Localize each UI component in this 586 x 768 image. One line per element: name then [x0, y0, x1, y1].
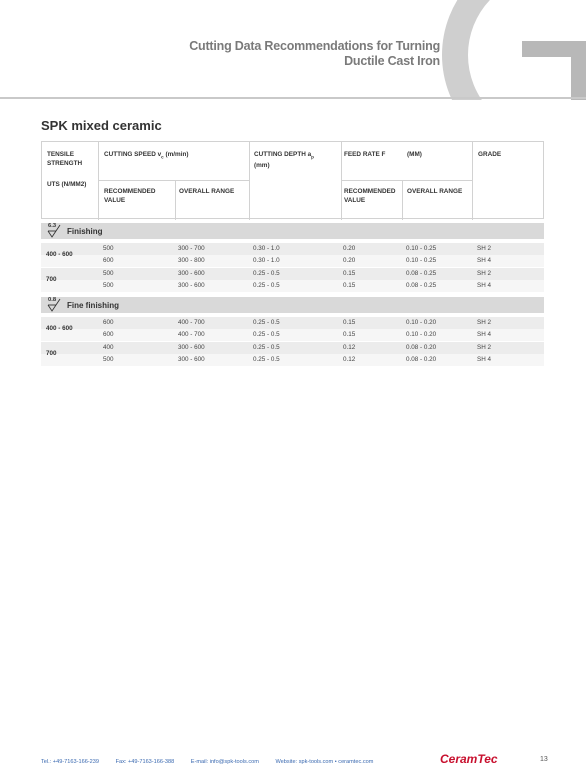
table-header [41, 141, 544, 219]
table-cell: SH 4 [477, 282, 491, 289]
section-band [41, 297, 544, 313]
table-cell: 500 [103, 245, 114, 252]
table-cell: 0.15 [343, 270, 356, 277]
table-cell: 0.10 - 0.25 [406, 257, 437, 264]
table-cell: 500 [103, 270, 114, 277]
section-label: Finishing [67, 226, 103, 236]
table-cell: 0.25 - 0.5 [253, 356, 280, 363]
section-band [41, 223, 544, 239]
table-cell: SH 4 [477, 257, 491, 264]
header-feed-recommended-value: RECOMMENDED VALUE [344, 188, 396, 204]
uts-value: 700 [46, 276, 57, 283]
table-cell: 300 - 600 [178, 344, 205, 351]
footer-email[interactable]: E-mail: info@spk-tools.com [190, 759, 259, 765]
table-row [41, 280, 544, 292]
header-feed-overall-range: OVERALL RANGE [407, 188, 463, 195]
table-cell: SH 2 [477, 245, 491, 252]
cutting-data-table [41, 141, 544, 367]
table-cell: SH 2 [477, 319, 491, 326]
table-cell: 400 - 700 [178, 331, 205, 338]
table-cell: 0.08 - 0.25 [406, 270, 437, 277]
page-title-line-2: Ductile Cast Iron [344, 54, 440, 68]
table-cell: 0.08 - 0.20 [406, 356, 437, 363]
surface-finish-icon [47, 224, 61, 238]
header-recommended-value: RECOMMENDED VALUE [104, 188, 156, 204]
surface-finish-value: 6.3 [48, 223, 57, 229]
table-cell: SH 4 [477, 331, 491, 338]
page-title [189, 39, 440, 69]
header-uts: UTS (N/MM2) [47, 181, 87, 188]
header-feed-rate: FEED RATE F [344, 151, 386, 158]
table-cell: 0.30 - 1.0 [253, 257, 280, 264]
table-row [41, 342, 544, 354]
uts-group [41, 342, 544, 367]
section-label: Fine finishing [67, 300, 119, 310]
table-row [41, 354, 544, 366]
table-cell: 300 - 600 [178, 356, 205, 363]
table-cell: 500 [103, 356, 114, 363]
table-cell: 0.08 - 0.25 [406, 282, 437, 289]
table-row [41, 268, 544, 280]
table-cell: SH 2 [477, 344, 491, 351]
header-feed-unit: (MM) [407, 151, 422, 158]
uts-value: 400 - 600 [46, 325, 73, 332]
table-cell: 500 [103, 282, 114, 289]
uts-value: 400 - 600 [46, 251, 73, 258]
table-cell: SH 2 [477, 270, 491, 277]
table-row [41, 255, 544, 267]
table-cell: 600 [103, 257, 114, 264]
table-body [41, 223, 544, 367]
uts-group [41, 317, 544, 342]
table-cell: 600 [103, 331, 114, 338]
table-cell: 0.10 - 0.25 [406, 245, 437, 252]
surface-finish-icon [47, 298, 61, 312]
table-cell: 0.25 - 0.5 [253, 344, 280, 351]
table-cell: 0.30 - 1.0 [253, 245, 280, 252]
table-cell: 0.10 - 0.20 [406, 319, 437, 326]
table-cell: 300 - 800 [178, 257, 205, 264]
header-cutting-depth: CUTTING DEPTH $a_p$ (mm) [254, 151, 314, 170]
table-cell: 300 - 700 [178, 245, 205, 252]
table-cell: 0.20 [343, 257, 356, 264]
table-cell: 0.20 [343, 245, 356, 252]
table-row [41, 317, 544, 329]
table-cell: 0.15 [343, 331, 356, 338]
header-grade: GRADE [478, 151, 502, 158]
footer-contacts [41, 759, 388, 765]
footer-fax: Fax: +49-7163-166-388 [115, 759, 175, 765]
surface-finish-value: 0.8 [48, 297, 57, 303]
header-divider [0, 97, 586, 99]
table-cell: 0.15 [343, 282, 356, 289]
section-rows [41, 243, 544, 293]
header-cutting-speed: CUTTING SPEED $v_c$ (m/min) [104, 151, 189, 160]
table-cell: 300 - 600 [178, 270, 205, 277]
table-row [41, 243, 544, 255]
table-cell: 600 [103, 319, 114, 326]
table-cell: SH 4 [477, 356, 491, 363]
table-row [41, 329, 544, 341]
header-tensile-strength: TENSILE STRENGTH [47, 151, 83, 167]
table-cell: 300 - 600 [178, 282, 205, 289]
ceramtec-logo: CeramTec [440, 752, 498, 766]
page-title-line-1: Cutting Data Recommendations for Turning [189, 39, 440, 53]
section-title: SPK mixed ceramic [41, 118, 162, 133]
header-logo-graphic [430, 0, 586, 100]
section-rows [41, 317, 544, 367]
page-number: 13 [540, 756, 548, 763]
footer-tel: Tel.: +49-7163-166-239 [41, 759, 99, 765]
table-cell: 400 - 700 [178, 319, 205, 326]
table-cell: 0.25 - 0.5 [253, 319, 280, 326]
table-cell: 0.15 [343, 319, 356, 326]
table-cell: 0.12 [343, 344, 356, 351]
table-cell: 0.25 - 0.5 [253, 282, 280, 289]
uts-group [41, 243, 544, 268]
uts-group [41, 268, 544, 293]
header-overall-range: OVERALL RANGE [179, 188, 235, 195]
uts-value: 700 [46, 350, 57, 357]
table-cell: 0.25 - 0.5 [253, 270, 280, 277]
table-cell: 0.25 - 0.5 [253, 331, 280, 338]
table-cell: 0.08 - 0.20 [406, 344, 437, 351]
footer-website[interactable]: Website: spk-tools.com • ceramtec.com [275, 759, 374, 765]
table-cell: 0.12 [343, 356, 356, 363]
table-cell: 0.10 - 0.20 [406, 331, 437, 338]
table-cell: 400 [103, 344, 114, 351]
